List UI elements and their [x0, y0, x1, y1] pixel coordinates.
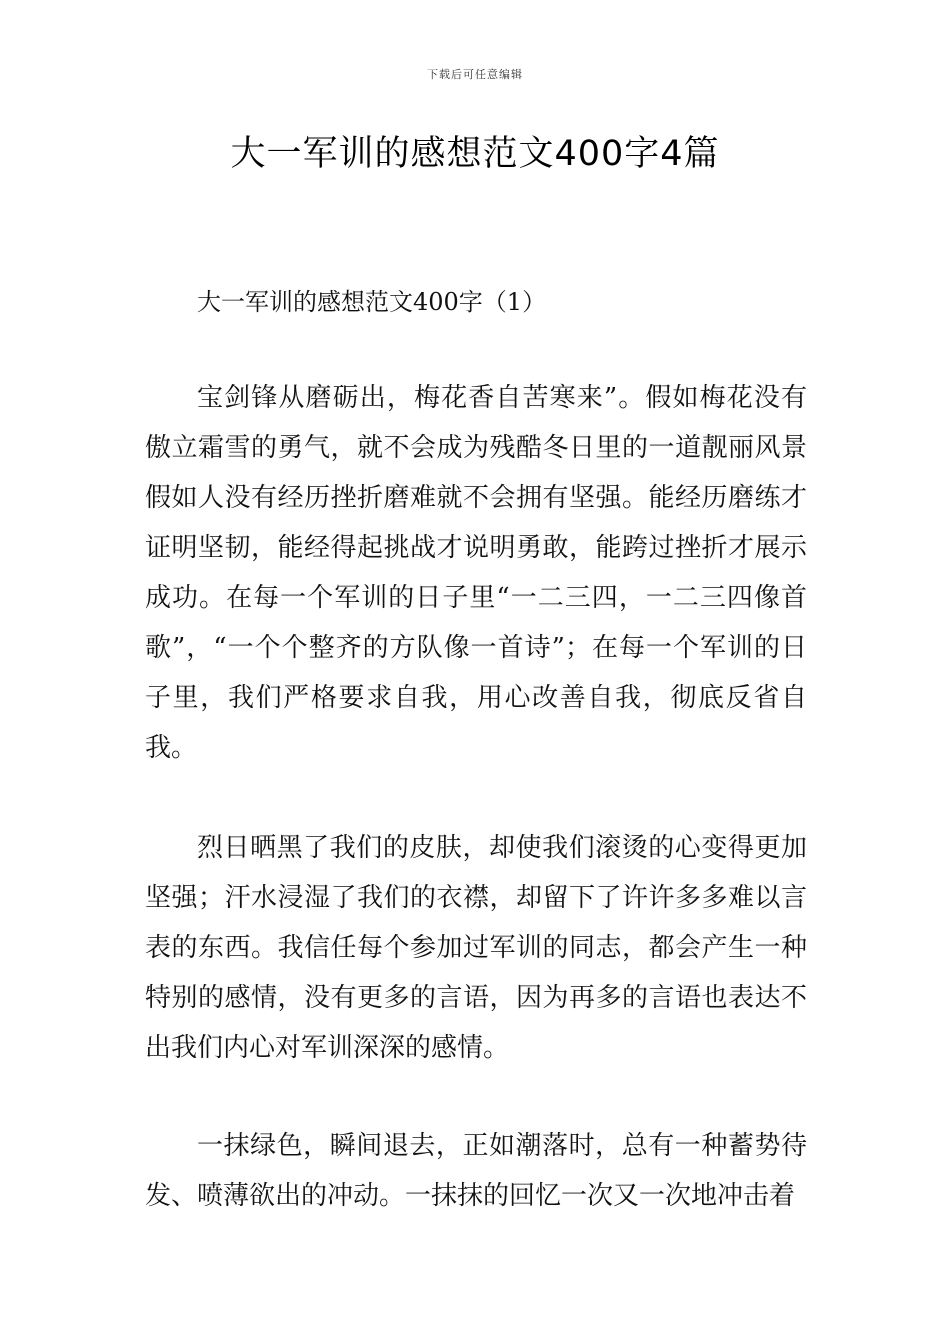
body-paragraph-1: 宝剑锋从磨砺出，梅花香自苦寒来”。假如梅花没有傲立霜雪的勇气，就不会成为残酷冬日里的一道靓丽风景假如人没有经历挫折磨难就不会拥有坚强。能经历磨练才证明坚韧，能经得起挑战才说明勇敢，能跨过挫折才展示成功。在每一个军训的日子里“一二三四，一二三四像首歌”，“一个个整齐的方队像一首诗”；在每一个军训的日子里，我们严格要求自我，用心改善自我，彻底反省自我。: [145, 383, 807, 763]
document-title: 大一军训的感想范文400字4篇: [230, 134, 720, 174]
body-paragraph-3: 一抹绿色，瞬间退去，正如潮落时，总有一种蓄势待发、喷薄欲出的冲动。一抹抹的回忆一次又一次地冲击着: [145, 1131, 807, 1211]
body-paragraph-2: 烈日晒黑了我们的皮肤，却使我们滚烫的心变得更加坚强；汗水浸湿了我们的衣襟，却留下了许许多多难以言表的东西。我信任每个参加过军训的同志，都会产生一种特别的感情，没有更多的言语，因为再多的言语也表达不出我们内心对军训深深的感情。: [145, 833, 807, 1063]
page-header-note: 下载后可任意编辑: [427, 68, 523, 81]
section-heading: 大一军训的感想范文400字（1）: [197, 288, 547, 316]
